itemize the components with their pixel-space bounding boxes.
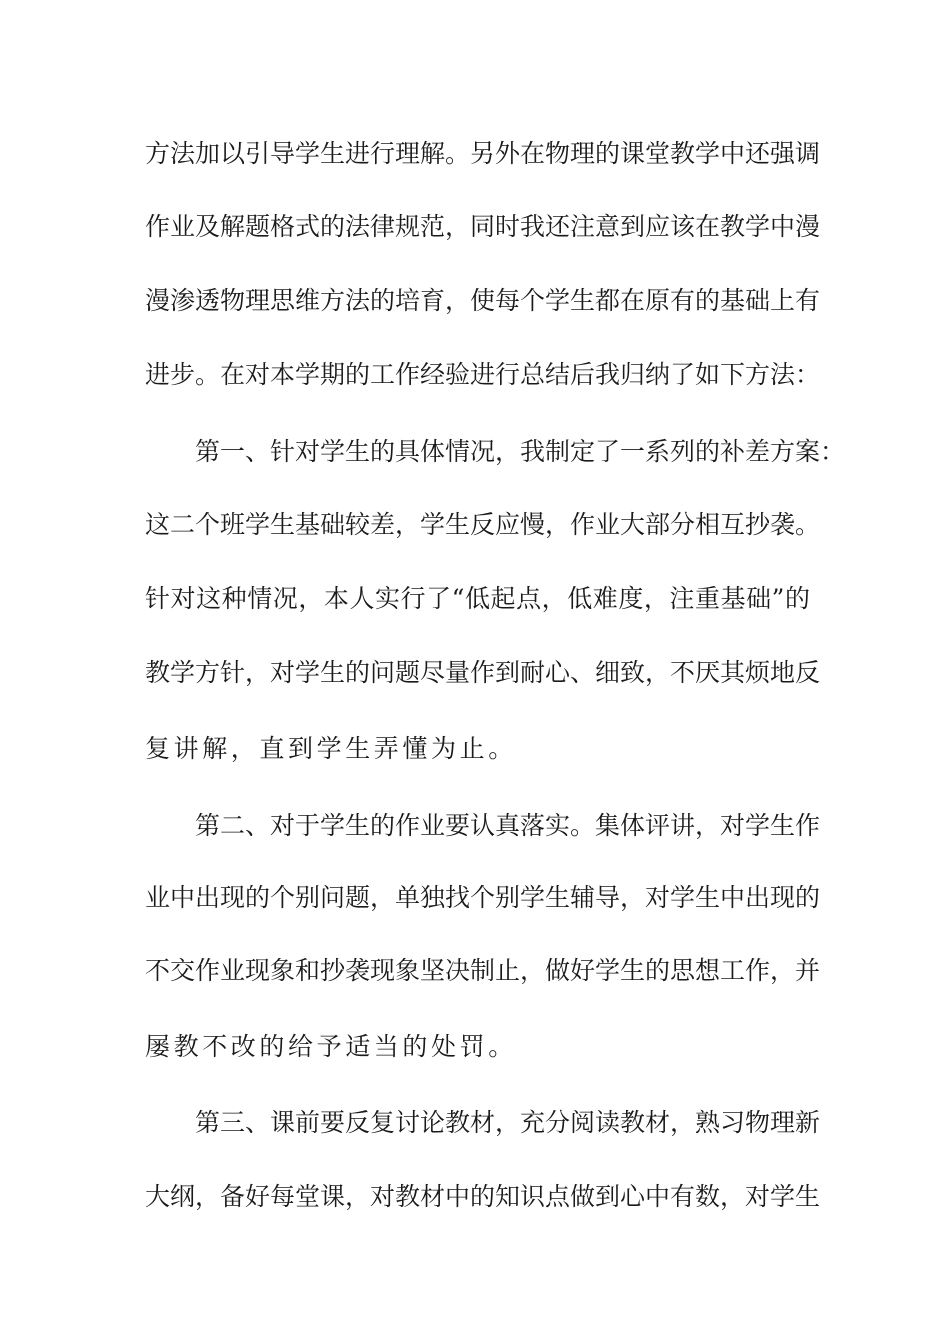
text-line: 作业及解题格式的法律规范，同时我还注意到应该在教学中漫	[145, 212, 821, 241]
text-line: 方法加以引导学生进行理解。另外在物理的课堂教学中还强调	[145, 139, 821, 168]
text-line: 业中出现的个别问题，单独找个别学生辅导，对学生中出现的	[145, 883, 821, 912]
text-line: 教学方针，对学生的问题尽量作到耐心、细致，不厌其烦地反	[145, 658, 821, 687]
paragraph-last-line: 屡教不改的给予适当的处罚。	[145, 1032, 517, 1061]
text-line: 大纲，备好每堂课，对教材中的知识点做到心中有数，对学生	[145, 1182, 821, 1211]
text-line: 不交作业现象和抄袭现象坚决制止，做好学生的思想工作，并	[145, 956, 821, 985]
paragraph-first-line: 第一、针对学生的具体情况，我制定了一系列的补差方案：	[195, 437, 846, 466]
text-line: 进步。在对本学期的工作经验进行总结后我归纳了如下方法：	[145, 360, 821, 389]
text-line: 漫渗透物理思维方法的培育，使每个学生都在原有的基础上有	[145, 286, 821, 315]
paragraph-last-line: 复讲解，直到学生弄懂为止。	[145, 734, 517, 763]
text-line: 针对这种情况，本人实行了“低起点，低难度，注重基础”的	[145, 584, 810, 613]
paragraph-first-line: 第二、对于学生的作业要认真落实。集体评讲，对学生作	[195, 811, 821, 840]
text-line: 这二个班学生基础较差，学生反应慢，作业大部分相互抄袭。	[145, 510, 821, 539]
paragraph-first-line: 第三、课前要反复讨论教材，充分阅读教材，熟习物理新	[195, 1108, 821, 1137]
